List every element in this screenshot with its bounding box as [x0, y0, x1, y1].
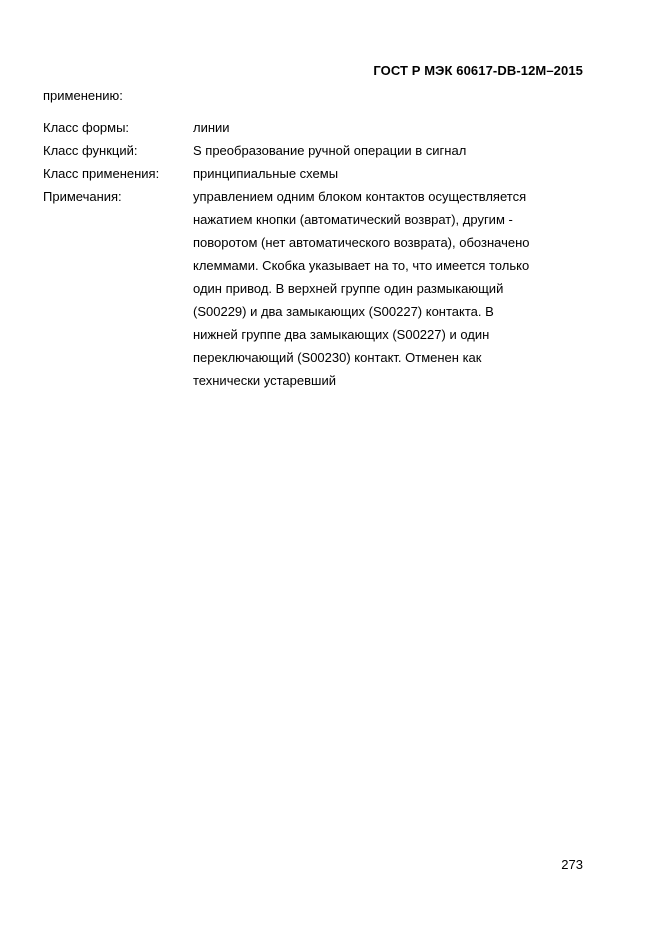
- notes-label: Примечания:: [43, 189, 122, 204]
- notes-line: управлением одним блоком контактов осуществляется: [193, 189, 527, 204]
- notes-line: (S00229) и два замыкающих (S00227) контакта. В: [193, 304, 494, 319]
- notes-line: технически устаревший: [193, 373, 336, 388]
- notes-line: нажатием кнопки (автоматический возврат), другим -: [193, 212, 513, 227]
- field-value: линии: [193, 120, 230, 135]
- field-label: Класс функций:: [43, 143, 138, 158]
- lead-text: применению:: [43, 88, 123, 103]
- document-header: ГОСТ Р МЭК 60617-DB-12M–2015: [373, 63, 583, 78]
- field-value: принципиальные схемы: [193, 166, 339, 181]
- notes-line: переключающий (S00230) контакт. Отменен как: [193, 350, 482, 365]
- notes-line: один привод. В верхней группе один размыкающий: [193, 281, 504, 296]
- page-number: 273: [561, 857, 583, 872]
- notes-line: нижней группе два замыкающих (S00227) и один: [193, 327, 490, 342]
- field-label: Класс применения:: [43, 166, 160, 181]
- notes-line: поворотом (нет автоматического возврата), обозначено: [193, 235, 530, 250]
- notes-text: [193, 189, 529, 396]
- field-value: S преобразование ручной операции в сигнал: [193, 143, 467, 158]
- notes-line: клеммами. Скобка указывает на то, что имеется только: [193, 258, 530, 273]
- field-label: Класс формы:: [43, 120, 130, 135]
